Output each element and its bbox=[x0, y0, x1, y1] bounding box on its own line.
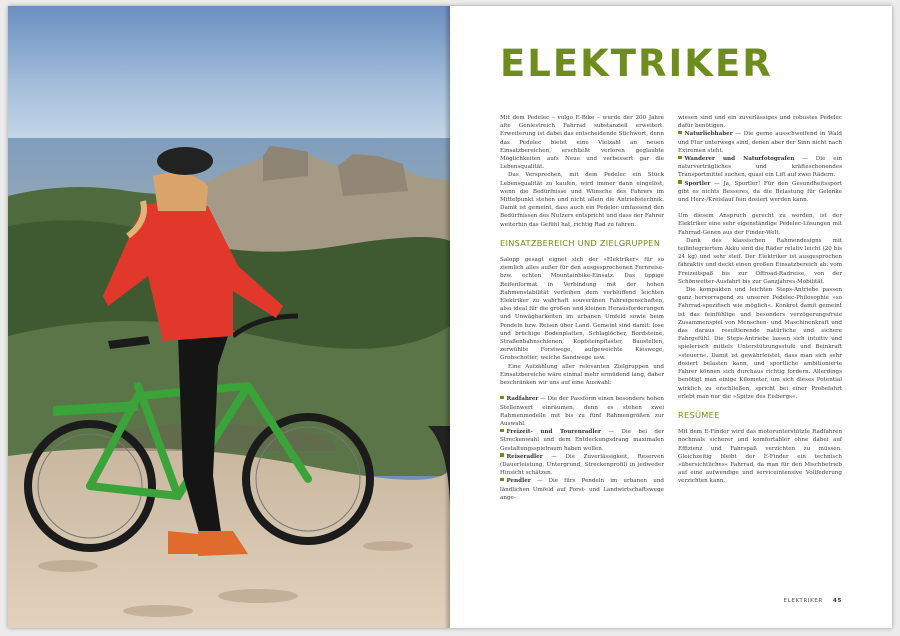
section-heading: RESÜMEE bbox=[678, 409, 720, 420]
footer-section-label: ELEKTRIKER bbox=[783, 598, 824, 604]
list-item: Pendler — Die fürs Pendeln im urbanen und ländlichen Umfeld auf Forst- und Landwirtschaftswege ange- bbox=[500, 478, 664, 501]
bullet-square-icon bbox=[678, 131, 682, 135]
list-item: Naturliebhaber — Die gerne ausschweifend in Wald und Flur unterwegs sind, denen aber der Sinn nicht nach Extremen steht. bbox=[678, 131, 842, 154]
text-column-1 bbox=[500, 114, 664, 502]
paragraph: Die kompakten und leichten Steps-Antriebe passen ganz hervorragend zu unserer Pedelec-Philosophie »so Fahrrad-spezifisch wie möglich«. Konkret damit gemeint ist das feinfühlige und besonders verzögerungsfreie Zusammenspiel von Menschen- und Maschinenkraft und das daraus resultierende natürliche und sichere Fahrgefühl. Die Steps-Antriebe lassen sich intuitiv und spielerisch mittels Unterstützungsstufe und Beinkraft »steuern«. Damit ist gewährleistet, dass man sich sehr dosiert belasten kann, und sportliche ambitionierte Fahrer können sich durchaus richtig fordern. Allerdings benötigt man einige Kilometer, um sich dieses Potential wirklich zu erschließen, spricht bei einer Probefahrt erlebt man nur die »Spitze des Eisbergs«. bbox=[678, 287, 842, 400]
page-title: ELEKTRIKER bbox=[500, 42, 773, 85]
paragraph: Um diesem Anspruch gerecht zu werden, ist der Elektriker eine sehr eigenständige Pedelec-Lösungen mit Fahrrad-Genen aus der Finder-Welt. bbox=[678, 213, 842, 236]
list-item: Radfahrer — Die der Passform einen besonders hohen Stellenwert einräumen, denn es stehen zwei Rahmenmodelle mit bis zu fünf Rahmengrößen zur Auswahl. bbox=[500, 396, 664, 427]
page-number: 45 bbox=[833, 598, 842, 604]
bullet-square-icon bbox=[678, 180, 682, 184]
paragraph: Dank des klassischen Rahmendesigns mit teilintegriertem Akku sind die Räder relativ leicht (20 bis 24 kg) und sehr steif. Der Elektriker ist ausgesprochen fahraktiv und deckt einen großen Einsatzbereich ab: vom Freizeitspaß bis zur Offroad-Radreise, von der Schönwetter-Ausfahrt bis zur Ganzjahres-Mobilität. bbox=[678, 237, 842, 285]
book-spread bbox=[8, 6, 892, 628]
bullet-square-icon bbox=[678, 156, 682, 160]
paragraph: Mit dem E-Finder wird das motorunterstützte Radfahren nochmals sicherer und komfortabler ohne dabei auf Effizienz und Fahrspaß verzichten zu müssen. Gleichzeitig bleibt der E-Finder ein technisch »übersichtliches« Fahrrad, da man für den Mischbetrieb auf eine aufwendige und serviceintensive Vollfederung verzichten kann. bbox=[678, 429, 842, 485]
section-heading: EINSATZBEREICH UND ZIELGRUPPEN bbox=[500, 237, 661, 248]
list-item: Wanderer und Naturfotografen — Die ein naturverträgliches und kräfteschonendes Transportmittel suchen, quasi ein Lift auf zwei Rädern. bbox=[678, 156, 842, 179]
photo-page bbox=[8, 6, 450, 628]
paragraph: Salopp gesagt eignet sich der »Elektriker« für so ziemlich alles außer für den ausgesprochenen Fernreise- bzw. echten Mountainbike-Einsatz. Das üppige Reifenformat in Verbindung mit der hohen Rahmenstabilität verleihen dem verblüffend leichten Elektriker zu wahrhaft souveränen Fahreigenschaften, also ideal für die großen und kleinen Herausforderungen und Unwägbarkeiten im urbanen Umfeld sowie beim Pendeln bzw. Reisen über Land. Gemeint sind damit: lose und brüchige Bodenplatten, Schlaglöcher, Bordsteine, Straßenbahnschienen, Kopfsteinpflaster, Baustellen, zerwühlte Forstwege, aufgeweichte Kieswege, Grobschotter, weiche Sandwege usw. bbox=[500, 257, 664, 362]
bullet-square-icon bbox=[500, 453, 504, 457]
paragraph: Mit dem Pedelec – vulgo E-Bike – wurde der 200 Jahre alte Geniestreich Fahrrad substanziell erweitert. Erweiterung ist dabei das entscheidende Stichwort, denn das Pedelec bietet eine Vielzahl an neuen Einsatzbereichen, erschließt verloren geglaubte Möglichkeiten aufs Neue und verbessert gar die Lebensqualität. bbox=[500, 115, 664, 171]
list-item: Sportler — Ja, Sportler! Für den Gesundheitssport gibt es nichts Besseres, da die Belastung für Gelenke und Herz-/Kreislauf fein dosiert werden kann. bbox=[678, 180, 842, 204]
bullet-square-icon bbox=[500, 429, 504, 433]
list-item: Reiseradler — Die Zuverlässigkeit, Reserven (Dauerleistung, Untergrund, Streckenprofil) in jedweder Hinsicht schätzen. bbox=[500, 453, 664, 477]
text-column-2 bbox=[678, 114, 842, 486]
paragraph: wiesen sind und ein zuverlässiges und robustes Pedelec dafür benötigen. bbox=[678, 115, 842, 130]
text-page bbox=[450, 6, 892, 628]
cyclist-photo bbox=[8, 6, 450, 628]
list-item: Freizeit- und Tourenradler — Die bei der Streckenwahl und dem Entdeckungsdrang maximalen Gestaltungsspielraum haben wollen. bbox=[500, 429, 664, 452]
page-footer bbox=[784, 598, 842, 604]
paragraph: Das Versprechen, mit dem Pedelec ein Stück Lebensqualität zu kaufen, wird immer dann eingelöst, wenn die Bedürfnisse und Wünsche des Fahrers im Mittelpunkt stehen und nicht allein die Antriebstechnik. Damit ist gemeint, dass auch ein Pedelec umfassend den Bedürfnissen des Nutzers entspricht und dass der Fahrer weiterhin das Gefühl hat, richtig Rad zu fahren. bbox=[500, 172, 664, 228]
bullet-square-icon bbox=[500, 478, 504, 482]
paragraph: Eine Aufzählung aller relevanten Zielgruppen und Einsatzbereiche wäre einmal mehr ermüdend lang, daher beschränken wir uns auf eine Auswahl: bbox=[500, 363, 664, 387]
bullet-square-icon bbox=[500, 396, 504, 400]
